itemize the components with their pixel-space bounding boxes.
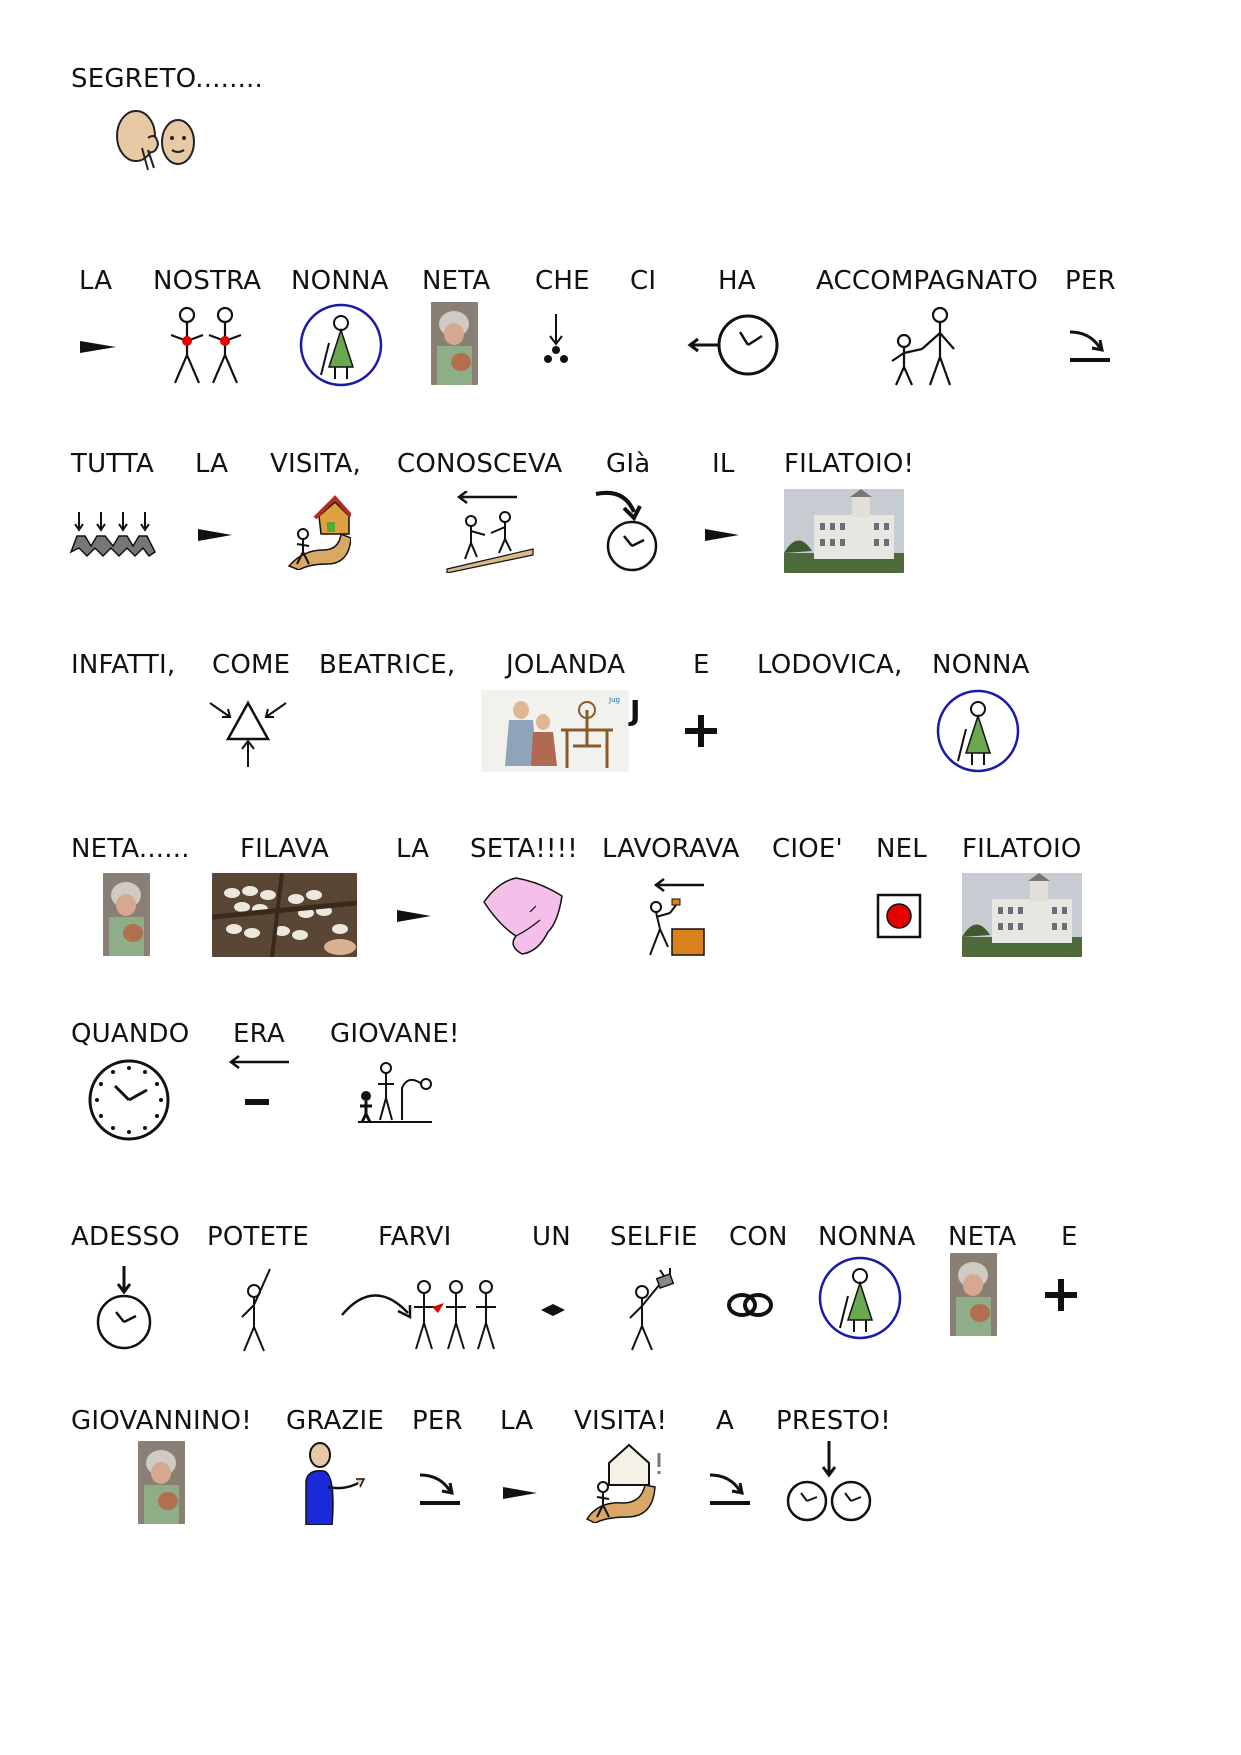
word: LAVORAVA xyxy=(602,834,740,864)
visit-house-icon xyxy=(583,1441,663,1523)
young-icon xyxy=(356,1062,434,1124)
selfie-icon xyxy=(620,1266,678,1352)
word: ADESSO xyxy=(71,1222,180,1252)
word: CONOSCEVA xyxy=(397,449,563,479)
jolanda-initial: J xyxy=(630,694,641,727)
can-icon xyxy=(232,1267,278,1353)
now-clock-icon xyxy=(96,1266,154,1352)
all-group-icon xyxy=(69,510,157,558)
like-triangle-icon xyxy=(208,697,288,767)
word: CHE xyxy=(535,266,590,296)
word: PER xyxy=(1065,266,1116,296)
visit-icon xyxy=(283,494,351,570)
word: ERA xyxy=(233,1019,285,1049)
page-title: SEGRETO........ xyxy=(71,64,263,94)
word: GRAZIE xyxy=(286,1406,385,1436)
word: FILATOIO xyxy=(962,834,1082,864)
grandmother-icon xyxy=(936,689,1020,773)
word: NONNA xyxy=(291,266,389,296)
nonna-neta-photo xyxy=(431,302,478,385)
grandmother-icon xyxy=(818,1256,902,1340)
worked-icon xyxy=(640,877,707,957)
our-people-icon xyxy=(163,305,249,387)
already-clock-icon xyxy=(594,490,664,572)
word: LA xyxy=(396,834,430,864)
do-yourselves-icon xyxy=(338,1267,496,1353)
cocoons-photo xyxy=(212,873,357,957)
know-icon xyxy=(445,491,537,573)
drawing-photo xyxy=(481,690,629,772)
word: VISITA! xyxy=(574,1406,668,1436)
word: INFATTI, xyxy=(71,650,176,680)
word: LODOVICA, xyxy=(757,650,903,680)
word: ACCOMPAGNATO xyxy=(816,266,1038,296)
for-arrow-icon xyxy=(706,1471,752,1507)
word: HA xyxy=(718,266,756,296)
for-arrow-icon xyxy=(1066,328,1112,364)
word: GIOVANNINO! xyxy=(71,1406,252,1436)
nonna-neta-photo xyxy=(950,1253,997,1336)
article-arrow-icon xyxy=(503,1484,537,1502)
that-icon xyxy=(540,314,572,364)
word: NETA xyxy=(422,266,491,296)
word: POTETE xyxy=(207,1222,309,1252)
article-arrow-icon xyxy=(80,337,116,357)
was-past-icon xyxy=(225,1054,291,1120)
word: GIOVANE! xyxy=(330,1019,460,1049)
word: IL xyxy=(712,449,735,479)
a-an-icon xyxy=(539,1302,567,1318)
svg-text:Jug: Jug xyxy=(609,696,620,704)
soon-clocks-icon xyxy=(785,1441,873,1523)
past-clock-icon xyxy=(686,312,781,378)
word: FILAVA xyxy=(240,834,329,864)
word: COME xyxy=(212,650,291,680)
word: NONNA xyxy=(818,1222,916,1252)
word: FILATOIO! xyxy=(784,449,915,479)
word: PRESTO! xyxy=(776,1406,891,1436)
article-arrow-icon xyxy=(705,526,739,544)
plus-icon xyxy=(683,713,719,749)
word: LA xyxy=(500,1406,534,1436)
article-arrow-icon xyxy=(397,907,431,925)
word: CON xyxy=(729,1222,788,1252)
word: NEL xyxy=(876,834,927,864)
article-arrow-icon xyxy=(198,526,232,544)
word: A xyxy=(716,1406,734,1436)
word: TUTTA xyxy=(71,449,154,479)
word: E xyxy=(693,650,710,680)
word: GIà xyxy=(606,449,651,479)
word: NOSTRA xyxy=(153,266,262,296)
word: LA xyxy=(79,266,113,296)
in-location-icon xyxy=(876,893,922,939)
word: LA xyxy=(195,449,229,479)
filatoio-photo xyxy=(962,873,1082,957)
word: NONNA xyxy=(932,650,1030,680)
word: PER xyxy=(412,1406,463,1436)
filatoio-photo xyxy=(784,489,904,573)
word: BEATRICE, xyxy=(319,650,456,680)
word: E xyxy=(1061,1222,1078,1252)
secret-faces-icon xyxy=(108,108,203,173)
word: NETA...... xyxy=(71,834,190,864)
for-arrow-icon xyxy=(416,1471,462,1507)
word: JOLANDA xyxy=(506,650,626,680)
word: VISITA, xyxy=(270,449,361,479)
word: UN xyxy=(532,1222,571,1252)
word: NETA xyxy=(948,1222,1017,1252)
word: CIOE' xyxy=(772,834,843,864)
nonna-neta-photo xyxy=(103,873,150,956)
word: SELFIE xyxy=(610,1222,698,1252)
accompany-icon xyxy=(884,305,960,387)
with-rings-icon xyxy=(724,1290,776,1320)
plus-icon xyxy=(1043,1277,1079,1313)
thank-you-icon xyxy=(298,1441,366,1525)
word: SETA!!!! xyxy=(470,834,578,864)
word: QUANDO xyxy=(71,1019,190,1049)
silk-cloth-icon xyxy=(478,876,566,956)
word: CI xyxy=(630,266,657,296)
clock-icon xyxy=(87,1058,171,1142)
word: FARVI xyxy=(378,1222,452,1252)
grandmother-icon xyxy=(299,303,383,387)
nonna-neta-photo xyxy=(138,1441,185,1524)
